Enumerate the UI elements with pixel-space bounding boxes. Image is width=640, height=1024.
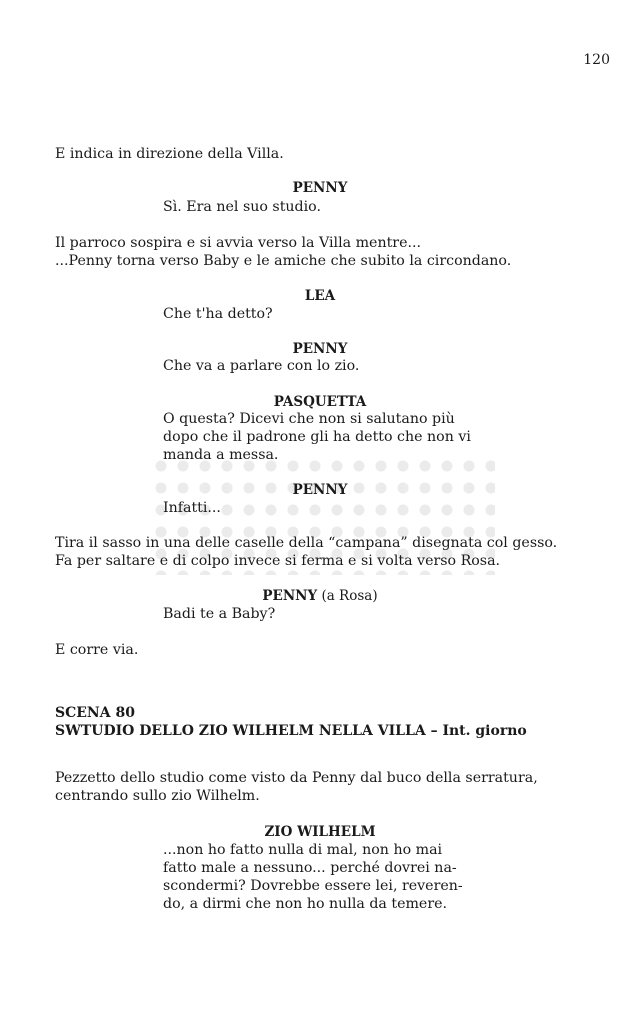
character-name: ZIO WILHELM <box>264 824 376 840</box>
dialogue-line: dopo che il padrone gli ha detto che non vi <box>163 429 471 445</box>
dialogue-line: manda a messa. <box>163 447 279 463</box>
dialogue-line: do, a dirmi che non ho nulla da temere. <box>163 896 448 912</box>
character-name: PENNY <box>292 180 348 196</box>
dialogue-line: Che t'ha detto? <box>163 306 273 322</box>
character-name: LEA <box>304 288 336 304</box>
dialogue-line: fatto male a nessuno... perché dovrei na- <box>163 860 457 876</box>
character-name: PASQUETTA <box>273 394 367 410</box>
action-line: E corre via. <box>55 642 139 658</box>
action-line: Fa per saltare e di colpo invece si ferma e si volta verso Rosa. <box>55 553 501 569</box>
scene-number: SCENA 80 <box>55 705 135 721</box>
dialogue-line: O questa? Dicevi che non si salutano più <box>163 411 455 427</box>
character-name: PENNY <box>292 341 348 357</box>
dialogue-line: scondermi? Dovrebbe essere lei, reveren- <box>163 878 463 894</box>
parenthetical: (a Rosa) <box>321 588 378 604</box>
action-line: Il parroco sospira e si avvia verso la Villa mentre... <box>55 235 421 251</box>
dialogue-line: Badi te a Baby? <box>163 606 276 622</box>
action-line: Pezzetto dello studio come visto da Penny dal buco della serratura, <box>55 770 538 786</box>
action-line: E indica in direzione della Villa. <box>55 146 284 162</box>
dialogue-line: ...non ho fatto nulla di mal, non ho mai <box>163 842 443 858</box>
dialogue-line: Infatti... <box>163 500 221 516</box>
action-line: ...Penny torna verso Baby e le amiche che subito la circondano. <box>55 253 512 269</box>
scene-heading: SWTUDIO DELLO ZIO WILHELM NELLA VILLA – Int. giorno <box>55 723 527 739</box>
dialogue-line: Sì. Era nel suo studio. <box>163 199 321 215</box>
dialogue-line: Che va a parlare con lo zio. <box>163 358 360 374</box>
character-name: PENNY <box>262 588 318 604</box>
action-line: Tira il sasso in una delle caselle della “campana” disegnata col gesso. <box>55 535 558 551</box>
character-name: PENNY <box>292 482 348 498</box>
page-number: 120 <box>583 52 610 68</box>
character-cue <box>0 587 640 605</box>
action-line: centrando sullo zio Wilhelm. <box>55 788 260 804</box>
